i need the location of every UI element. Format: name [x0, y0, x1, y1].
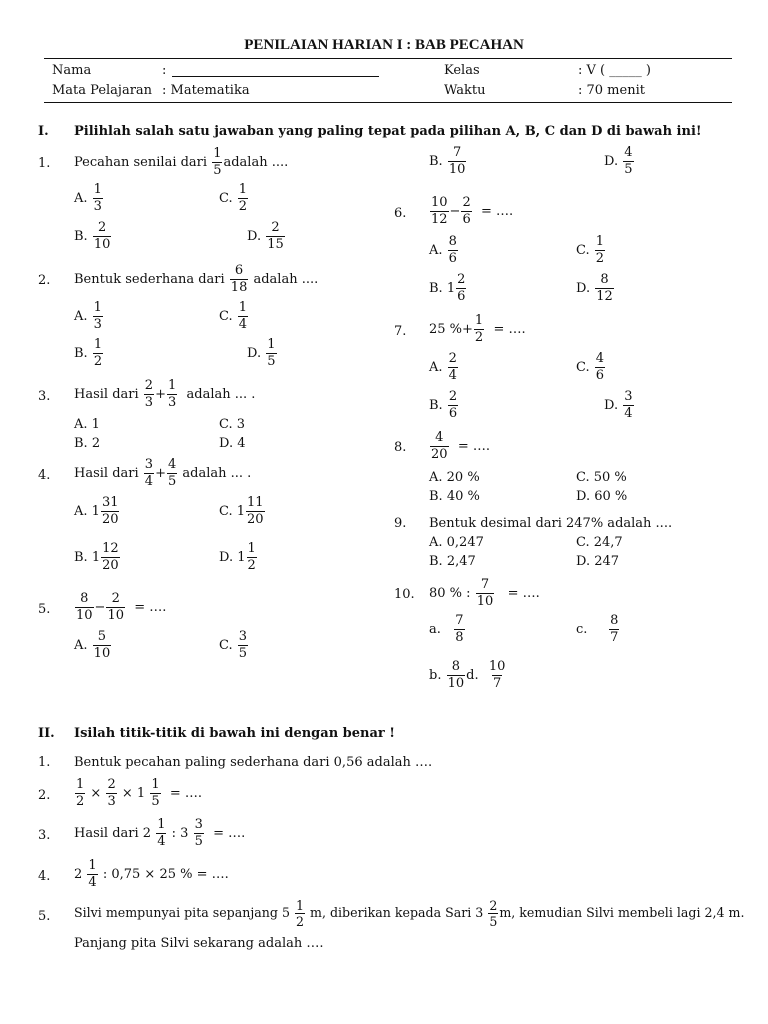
option-c[interactable]: C. 24,7 [576, 535, 623, 550]
option-d[interactable]: D. 8 12 [576, 272, 613, 304]
option-c[interactable]: c. 8 7 [576, 613, 619, 645]
question-text: Pecahan senilai dari [74, 154, 208, 170]
option-d[interactable]: D. 4 5 [604, 145, 633, 177]
option-b[interactable]: B. 2,47 [429, 554, 476, 569]
essay-number: 3. [38, 828, 51, 843]
divider [44, 102, 732, 103]
nama-label: Nama [52, 63, 92, 78]
option-b-d[interactable]: b. 8 10 d. 10 7 [429, 659, 506, 691]
question-number: 9. [394, 516, 407, 531]
option-d[interactable]: D. 4 [219, 436, 246, 451]
option-a[interactable]: A. 1 3 [74, 300, 102, 332]
essay-question-2: $\frac{1}{2}$ × $\frac{2}{3}$ × 1 $\frac{1}{5}$ = …. [76, 777, 203, 809]
option-a[interactable]: A. 1 31 20 [74, 495, 119, 527]
section-heading: Isilah titik-titik di bawah ini dengan benar ! [74, 726, 395, 741]
question-number: 7. [394, 324, 407, 339]
option-b[interactable]: B. 1 2 6 [429, 272, 466, 304]
option-c[interactable]: C. 1 11 20 [219, 495, 264, 527]
mapel-value: : Matematika [162, 83, 250, 98]
question-text: adalah .... [223, 154, 289, 170]
section-number: II. [38, 726, 55, 741]
option-c[interactable]: C. 3 5 [219, 629, 248, 661]
question-number: 6. [394, 206, 407, 221]
option-b[interactable]: B. 2 6 [429, 389, 458, 421]
question-9: Bentuk desimal dari 247% adalah .... [429, 516, 673, 531]
question-number: 5. [38, 602, 51, 617]
question-number: 1. [38, 156, 51, 171]
option-c[interactable]: C. 1 4 [219, 300, 248, 332]
kelas-value: : V ( _____ ) [578, 63, 651, 78]
essay-number: 1. [38, 755, 51, 770]
question-4: Hasil dari 3 4 + $\frac{4}{5}$ adalah ... . [74, 457, 252, 489]
mapel-label: Mata Pelajaran [52, 83, 153, 98]
waktu-value: : 70 menit [578, 83, 645, 98]
essay-question-1: Bentuk pecahan paling sederhana dari 0,56 adalah …. [74, 755, 433, 770]
nama-field[interactable] [172, 76, 379, 77]
essay-number: 5. [38, 909, 51, 924]
kelas-label: Kelas [444, 63, 480, 78]
question-6: 10 12 − $\frac{2}{6}$ = …. [431, 195, 514, 227]
option-c[interactable]: C. 3 [219, 417, 246, 432]
option-a[interactable]: A. 8 6 [429, 234, 457, 266]
section-heading: Pilihlah salah satu jawaban yang paling tepat pada pilihan A, B, C dan D di bawah ini! [74, 124, 702, 139]
essay-question-4: 2 1 4 : 0,75 × 25 % = …. [74, 858, 229, 890]
question-3: Hasil dari 2 3 + $\frac{1}{3}$ adalah ... . [74, 378, 256, 410]
nama-colon: : [162, 63, 167, 78]
essay-number: 4. [38, 869, 51, 884]
option-a[interactable]: A. 1 3 [74, 182, 102, 214]
option-a[interactable]: A. 5 10 [74, 629, 111, 661]
question-number: 10. [394, 587, 415, 602]
option-c[interactable]: C. 4 6 [576, 351, 605, 383]
question-5: 8 10 − $\frac{2}{10}$ = …. [76, 591, 167, 623]
option-d[interactable]: D. 1 1 2 [219, 541, 256, 573]
option-d[interactable]: D. 247 [576, 554, 620, 569]
option-c[interactable]: C. 1 2 [219, 182, 248, 214]
question-1 [74, 147, 288, 177]
question-number: 4. [38, 468, 51, 483]
option-b[interactable]: B. 7 10 [429, 145, 466, 177]
question-number: 2. [38, 273, 51, 288]
option-b[interactable]: B. 2 [74, 436, 101, 451]
option-a[interactable]: A. 1 [74, 417, 100, 432]
option-c[interactable]: C. 1 2 [576, 234, 605, 266]
essay-question-5: Silvi mempunyai pita sepanjang 5 1 2 m, diberikan kepada Sari 3 2 5 m, kemudian Silvi membeli lagi 2,4 m. [74, 898, 745, 930]
page-title: PENILAIAN HARIAN I : BAB PECAHAN [244, 37, 524, 53]
waktu-label: Waktu [444, 83, 486, 98]
fraction: 1 5 [213, 146, 222, 178]
option-b[interactable]: B. 2 10 [74, 220, 111, 252]
question-7: 25 %+ $\frac{1}{2}$ = …. [429, 313, 526, 345]
question-2: Bentuk sederhana dari 6 18 adalah .... [74, 263, 319, 295]
option-d[interactable]: D. 60 % [576, 489, 628, 504]
option-d[interactable]: D. 1 5 [247, 337, 276, 369]
option-a[interactable]: A. 0,247 [429, 535, 484, 550]
option-b[interactable]: B. 1 2 [74, 337, 103, 369]
option-b[interactable]: B. 1 12 20 [74, 541, 119, 573]
option-a[interactable]: A. 2 4 [429, 351, 457, 383]
section-number: I. [38, 124, 49, 139]
option-b[interactable]: B. 40 % [429, 489, 480, 504]
question-8: $\frac{4}{20}$ = …. [431, 430, 490, 462]
option-a[interactable]: a. 7 8 [429, 613, 464, 645]
question-number: 3. [38, 389, 51, 404]
essay-question-5-line2: Panjang pita Silvi sekarang adalah …. [74, 936, 324, 951]
question-10: 80 % : $\frac{7}{10}$ = …. [429, 577, 540, 609]
option-a[interactable]: A. 20 % [429, 470, 480, 485]
divider [44, 58, 732, 59]
option-d[interactable]: D. 2 15 [247, 220, 284, 252]
question-number: 8. [394, 440, 407, 455]
option-c[interactable]: C. 50 % [576, 470, 627, 485]
option-d[interactable]: D. 3 4 [604, 389, 633, 421]
essay-number: 2. [38, 788, 51, 803]
essay-question-3: Hasil dari 2 1 4 : 3 $\frac{3}{5}$ = …. [74, 817, 246, 849]
